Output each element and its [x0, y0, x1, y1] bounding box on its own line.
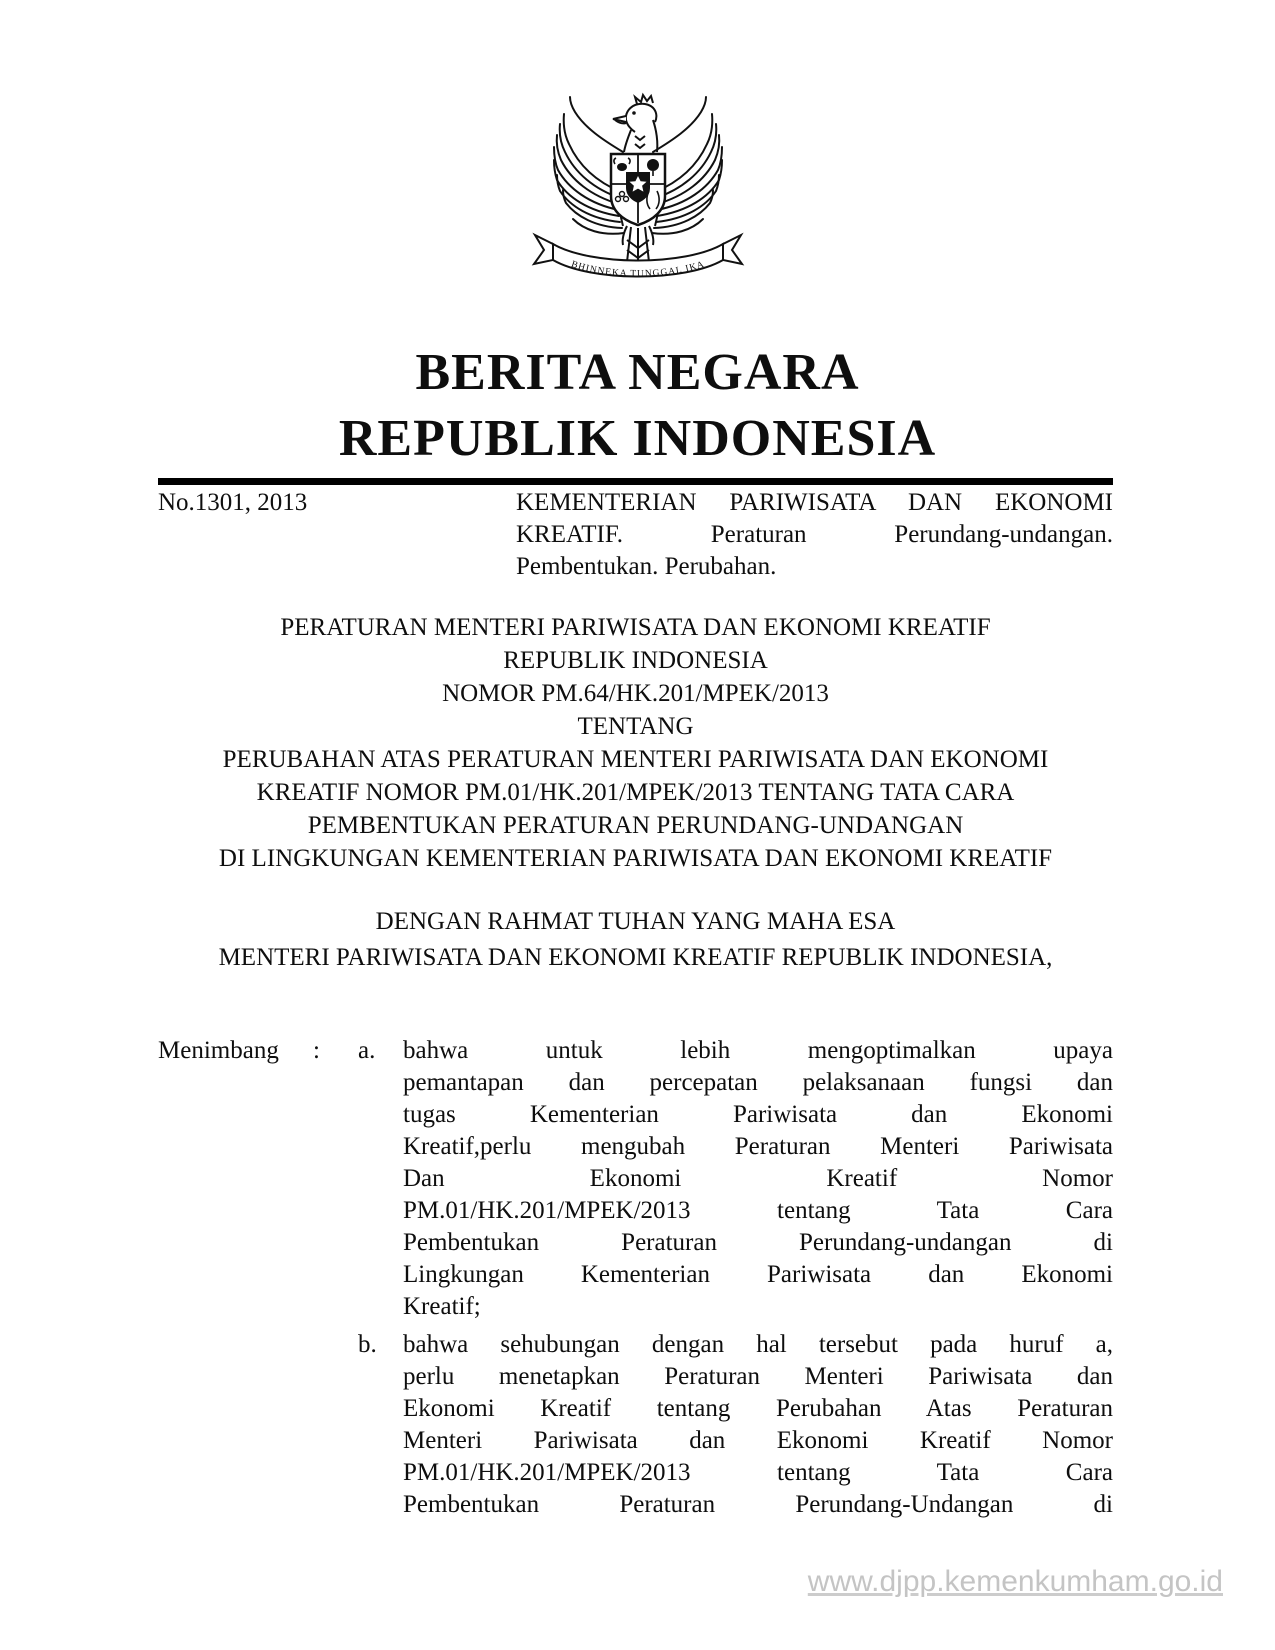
- item-text-line: tugas Kementerian Pariwisata dan Ekonomi: [403, 1101, 1113, 1128]
- item-text-line: Ekonomi Kreatif tentang Perubahan Atas Peraturan: [403, 1395, 1113, 1422]
- item-text-line: pemantapan dan percepatan pelaksanaan fungsi dan: [403, 1069, 1113, 1096]
- gazette-subject-line: Pembentukan. Perubahan.: [516, 553, 777, 580]
- considerations-label: Menimbang: [158, 1037, 279, 1064]
- regulation-title: [158, 611, 1113, 875]
- item-text: [403, 1329, 1113, 1521]
- regulation-title-line: KREATIF NOMOR PM.01/HK.201/MPEK/2013 TENTANG TATA CARA: [256, 779, 1015, 806]
- regulation-title-line: NOMOR PM.64/HK.201/MPEK/2013: [442, 680, 829, 707]
- authority-line: MENTERI PARIWISATA DAN EKONOMI KREATIF REPUBLIK INDONESIA,: [218, 944, 1053, 971]
- invocation-line: DENGAN RAHMAT TUHAN YANG MAHA ESA: [375, 908, 896, 935]
- item-text-line: Kreatif,perlu mengubah Peraturan Menteri Pariwisata: [403, 1133, 1113, 1160]
- consideration-item-b: [358, 1329, 1113, 1521]
- masthead-title-line1: BERITA NEGARA: [415, 344, 860, 401]
- item-text-line: perlu menetapkan Peraturan Menteri Pariwisata dan: [403, 1363, 1113, 1390]
- item-text-line: bahwa sehubungan dengan hal tersebut pada huruf a,: [403, 1331, 1113, 1358]
- emblem-motto-text: BHINNEKA TUNGGAL IKA: [569, 259, 706, 280]
- item-text: [403, 1035, 1113, 1323]
- item-text-line: Pembentukan Peraturan Perundang-undangan di: [403, 1229, 1113, 1256]
- considerations-colon: :: [313, 1037, 320, 1064]
- item-text-line: bahwa untuk lebih mengoptimalkan upaya: [403, 1037, 1113, 1064]
- masthead-rule: [158, 478, 1113, 485]
- regulation-title-line: PERUBAHAN ATAS PERATURAN MENTERI PARIWISATA DAN EKONOMI: [222, 746, 1049, 773]
- item-text-line: Dan Ekonomi Kreatif Nomor: [403, 1165, 1113, 1192]
- gazette-number: No.1301, 2013: [158, 489, 308, 516]
- page-body: [0, 478, 1275, 1521]
- consideration-item-a: [358, 1035, 1113, 1323]
- pancasila-shield-icon: [611, 154, 665, 225]
- item-text-line: Kreatif;: [403, 1293, 481, 1320]
- masthead: [0, 340, 1275, 472]
- regulation-title-line: TENTANG: [577, 713, 694, 740]
- regulation-title-line: PEMBENTUKAN PERATURAN PERUNDANG-UNDANGAN: [307, 812, 964, 839]
- considerations-items: [358, 1035, 1113, 1521]
- item-letter: a.: [358, 1037, 376, 1064]
- item-letter: b.: [358, 1331, 377, 1358]
- gazette-subject-line: KEMENTERIAN PARIWISATA DAN EKONOMI: [516, 489, 1113, 516]
- item-text-line: Menteri Pariwisata dan Ekonomi Kreatif Nomor: [403, 1427, 1113, 1454]
- regulation-title-line: PERATURAN MENTERI PARIWISATA DAN EKONOMI KREATIF: [280, 614, 991, 641]
- garuda-pancasila-emblem: [523, 92, 753, 288]
- regulation-title-line: REPUBLIK INDONESIA: [503, 647, 768, 674]
- gazette-note: [158, 487, 1113, 583]
- watermark-link[interactable]: www.djpp.kemenkumham.go.id: [807, 1565, 1223, 1598]
- gazette-subject-line: KREATIF. Peraturan Perundang-undangan.: [516, 521, 1113, 548]
- considerations-section: [158, 1035, 1113, 1521]
- item-text-line: PM.01/HK.201/MPEK/2013 tentang Tata Cara: [403, 1459, 1113, 1486]
- eagle-head-icon: [613, 95, 656, 132]
- item-text-line: Lingkungan Kementerian Pariwisata dan Ekonomi: [403, 1261, 1113, 1288]
- item-text-line: Pembentukan Peraturan Perundang-Undangan di: [403, 1491, 1113, 1518]
- item-text-line: PM.01/HK.201/MPEK/2013 tentang Tata Cara: [403, 1197, 1113, 1224]
- regulation-title-line: DI LINGKUNGAN KEMENTERIAN PARIWISATA DAN EKONOMI KREATIF: [218, 845, 1053, 872]
- gazette-subject: [516, 487, 1113, 583]
- masthead-title-line2: REPUBLIK INDONESIA: [338, 410, 937, 467]
